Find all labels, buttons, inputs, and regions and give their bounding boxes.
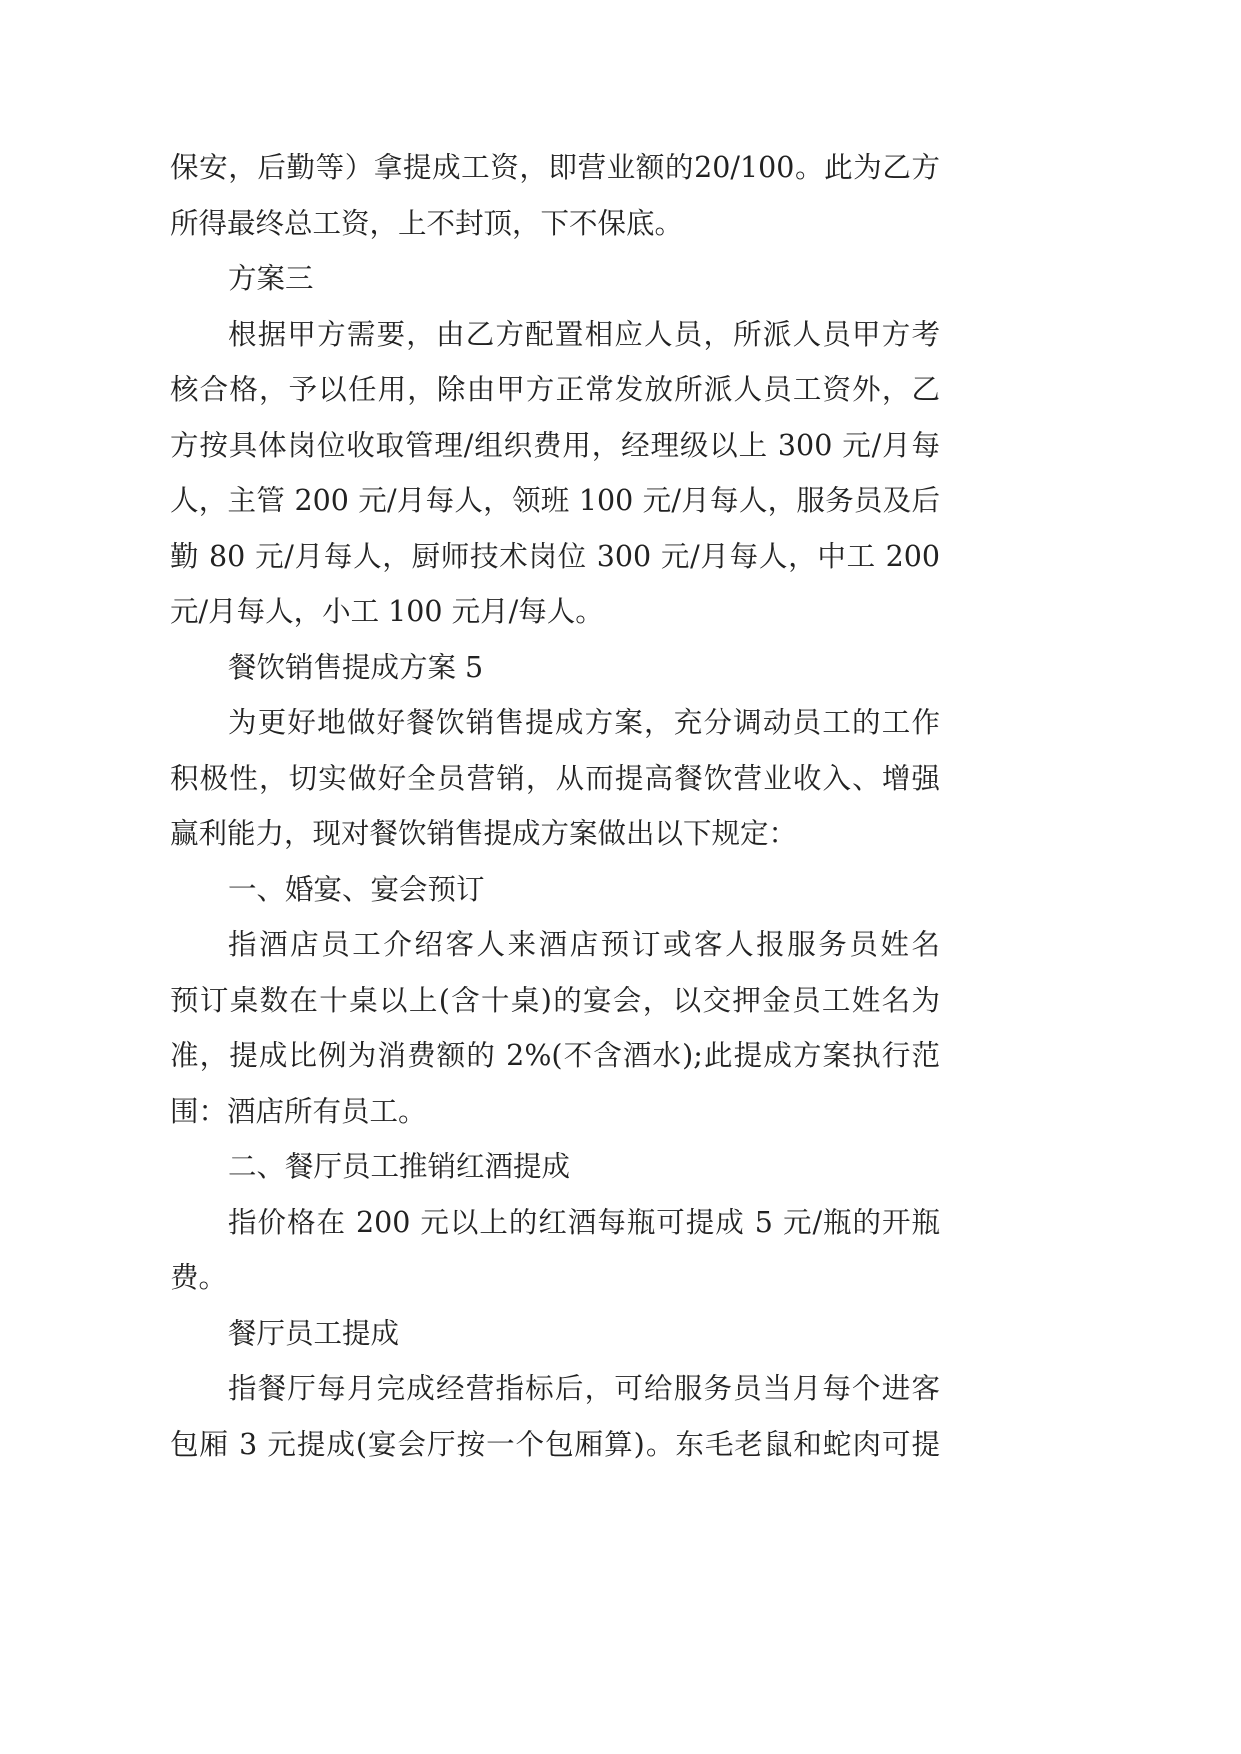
section-heading: 一、婚宴、宴会预订: [228, 872, 485, 906]
text-line: 预订桌数在十桌以上(含十桌)的宴会，以交押金员工姓名为: [170, 983, 940, 1017]
section-heading: 方案三: [228, 262, 314, 295]
text-line: 根据甲方需要，由乙方配置相应人员，所派人员甲方考: [228, 317, 940, 351]
text-line: 指价格在 200 元以上的红酒每瓶可提成 5 元/瓶的开瓶: [228, 1205, 940, 1239]
text-line: 费。: [170, 1261, 228, 1294]
text-line: 赢利能力，现对餐饮销售提成方案做出以下规定：: [170, 817, 798, 850]
text-line: 准，提成比例为消费额的 2%(不含酒水);此提成方案执行范: [170, 1039, 940, 1072]
text-line: 包厢 3 元提成(宴会厅按一个包厢算)。东毛老鼠和蛇肉可提: [170, 1427, 940, 1461]
text-line: 指餐厅每月完成经营指标后，可给服务员当月每个进客: [228, 1372, 940, 1405]
text-line: 围：酒店所有员工。: [170, 1094, 427, 1128]
text-line: 核合格，予以任用，除由甲方正常发放所派人员工资外，乙: [170, 373, 940, 406]
text-line: 积极性，切实做好全员营销，从而提高餐饮营业收入、增强: [170, 761, 940, 795]
text-line: 指酒店员工介绍客人来酒店预订或客人报服务员姓名: [228, 928, 940, 961]
text-line: 元/月每人，小工 100 元月/每人。: [170, 595, 604, 628]
text-line: 勤 80 元/月每人，厨师技术岗位 300 元/月每人，中工 200: [170, 539, 940, 573]
section-heading: 二、餐厅员工推销红酒提成: [228, 1150, 571, 1183]
text-line: 为更好地做好餐饮销售提成方案，充分调动员工的工作: [228, 706, 940, 739]
text-line: 人，主管 200 元/月每人，领班 100 元/月每人，服务员及后: [170, 484, 940, 517]
text-line: 所得最终总工资，上不封顶，下不保底。: [170, 206, 684, 240]
text-line: 保安，后勤等）拿提成工资，即营业额的20/100。此为乙方: [170, 151, 940, 184]
section-heading: 餐饮销售提成方案 5: [228, 650, 484, 684]
text-line: 方按具体岗位收取管理/组织费用，经理级以上 300 元/月每: [170, 428, 940, 462]
document-body: [170, 140, 940, 1472]
section-heading: 餐厅员工提成: [228, 1316, 400, 1350]
